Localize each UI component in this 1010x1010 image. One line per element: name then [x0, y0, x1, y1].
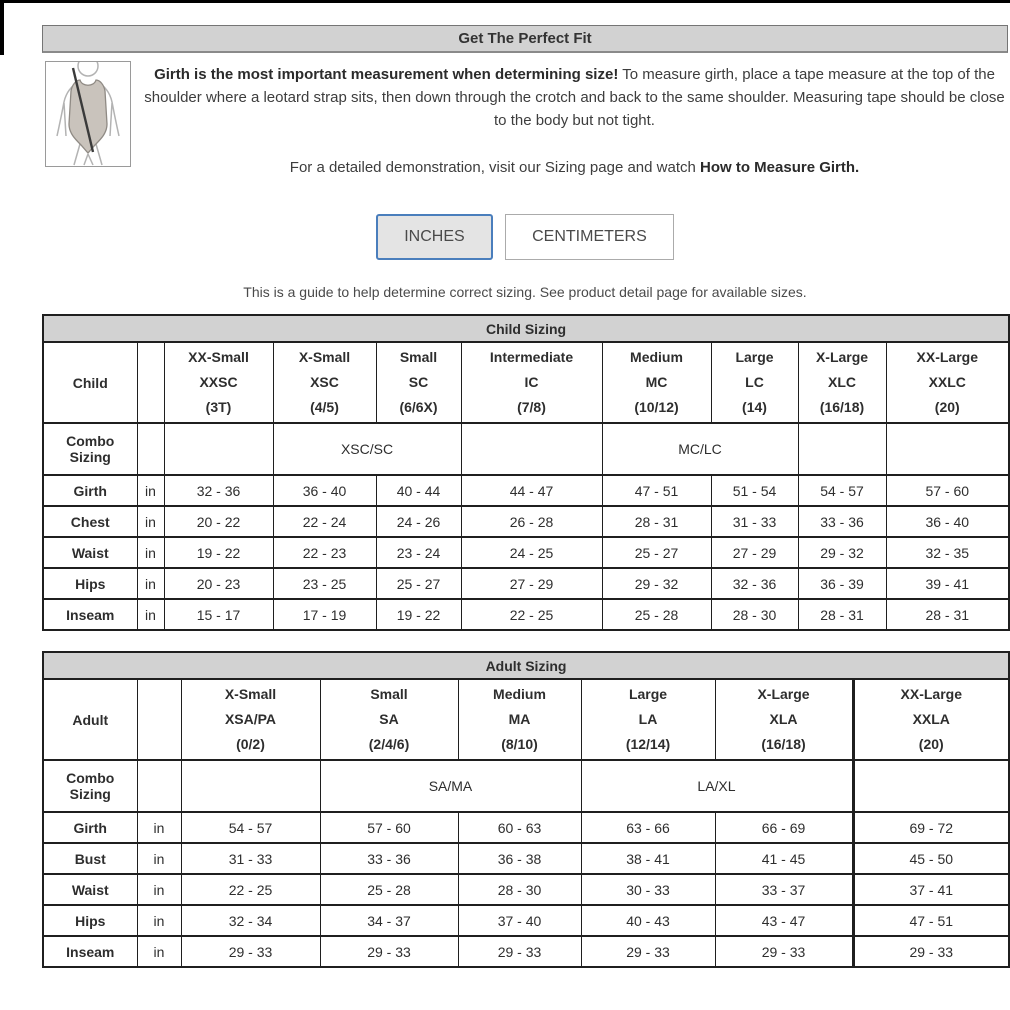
- combo-sizing-cell: [181, 760, 320, 812]
- combo-label-line: Combo: [66, 433, 115, 449]
- measurement-value-cell: 27 - 29: [461, 568, 602, 599]
- size-label-line: LC: [745, 374, 764, 390]
- combo-label-line: Sizing: [69, 449, 111, 465]
- combo-label-line: Sizing: [69, 786, 111, 802]
- size-label-line: (12/14): [625, 736, 671, 752]
- size-label-line: XXLA: [912, 711, 950, 727]
- unit-cell: in: [137, 537, 164, 568]
- measurement-value-cell: 36 - 39: [798, 568, 886, 599]
- size-label-line: SA: [379, 711, 399, 727]
- measurement-value-cell: 25 - 27: [602, 537, 711, 568]
- combo-sizing-cell: MC/LC: [602, 423, 798, 475]
- size-label-line: Small: [370, 686, 408, 702]
- measurement-value-cell: 29 - 33: [458, 936, 581, 967]
- measurement-value-cell: 25 - 27: [376, 568, 461, 599]
- intro-text-column: [131, 61, 1008, 176]
- measurement-value-cell: 24 - 25: [461, 537, 602, 568]
- measurement-row-label: Hips: [43, 905, 137, 936]
- measurement-value-cell: 25 - 28: [602, 599, 711, 630]
- sizing-guide-note: This is a guide to help determine correct sizing. See product detail page for available sizes.: [243, 284, 807, 300]
- measurement-value-cell: 44 - 47: [461, 475, 602, 506]
- size-label-line: XSC: [310, 374, 339, 390]
- measurement-value-cell: 29 - 32: [602, 568, 711, 599]
- measurement-value-cell: 28 - 31: [798, 599, 886, 630]
- measurement-row-label: Inseam: [43, 599, 137, 630]
- measurement-row-label: Bust: [43, 843, 137, 874]
- size-label-line: MC: [645, 374, 668, 390]
- combo-sizing-cell: LA/XL: [581, 760, 853, 812]
- measurement-value-cell: 15 - 17: [164, 599, 273, 630]
- unit-cell: in: [137, 475, 164, 506]
- measurement-row-label: Hips: [43, 568, 137, 599]
- measurement-value-cell: 31 - 33: [181, 843, 320, 874]
- measurement-value-cell: 40 - 44: [376, 475, 461, 506]
- unit-cell: in: [137, 506, 164, 537]
- measurement-value-cell: 40 - 43: [581, 905, 715, 936]
- measurement-value-cell: 57 - 60: [320, 812, 458, 843]
- column-header: [320, 679, 458, 760]
- measurement-value-cell: 20 - 23: [164, 568, 273, 599]
- column-header: [602, 342, 711, 423]
- measurement-value-cell: 24 - 26: [376, 506, 461, 537]
- centimeters-button[interactable]: CENTIMETERS: [505, 214, 674, 260]
- size-label-line: Large: [628, 686, 668, 702]
- measurement-value-cell: 32 - 35: [886, 537, 1009, 568]
- unit-toggle-group: [42, 214, 1008, 260]
- unit-column-header: [137, 342, 164, 423]
- column-header: [181, 679, 320, 760]
- girth-intro-rest: To measure girth, place a tape measure at the top of the shoulder where a leotard strap sits, then down through the crotch and back to the same shoulder. Measuring tape should be close to the body but not tight.: [144, 66, 1005, 129]
- size-label-line: (2/4/6): [368, 736, 410, 752]
- measurement-value-cell: 36 - 40: [886, 506, 1009, 537]
- measurement-value-cell: 25 - 28: [320, 874, 458, 905]
- demo-line: [141, 159, 1008, 176]
- column-header: [798, 342, 886, 423]
- size-label-line: (0/2): [236, 736, 265, 752]
- measurement-value-cell: 28 - 30: [458, 874, 581, 905]
- size-label-line: SC: [408, 374, 429, 390]
- combo-sizing-cell: XSC/SC: [273, 423, 461, 475]
- size-label-line: Large: [735, 349, 774, 365]
- size-label-line: LA: [638, 711, 658, 727]
- size-label-line: IC: [524, 374, 539, 390]
- size-label-line: (14): [742, 399, 767, 415]
- measurement-row-label: Chest: [43, 506, 137, 537]
- measurement-row-label: Girth: [43, 812, 137, 843]
- measurement-value-cell: 19 - 22: [164, 537, 273, 568]
- unit-column-header: [137, 679, 181, 760]
- size-label-line: XLA: [769, 711, 798, 727]
- measurement-value-cell: 37 - 40: [458, 905, 581, 936]
- measurement-value-cell: 30 - 33: [581, 874, 715, 905]
- table-row-header: Adult: [43, 679, 137, 760]
- measurement-value-cell: 26 - 28: [461, 506, 602, 537]
- column-header: [273, 342, 376, 423]
- measurement-value-cell: 29 - 33: [181, 936, 320, 967]
- measurement-value-cell: 32 - 36: [711, 568, 798, 599]
- measurement-value-cell: 47 - 51: [853, 905, 1009, 936]
- unit-cell-empty: [137, 760, 181, 812]
- measurement-value-cell: 36 - 40: [273, 475, 376, 506]
- size-label-line: X-Large: [815, 349, 869, 365]
- screen-edge-artifact-left: [0, 0, 4, 55]
- table-banner: Adult Sizing: [43, 652, 1009, 679]
- measurement-value-cell: 45 - 50: [853, 843, 1009, 874]
- measurement-value-cell: 19 - 22: [376, 599, 461, 630]
- measurement-value-cell: 22 - 25: [181, 874, 320, 905]
- measurement-value-cell: 29 - 33: [853, 936, 1009, 967]
- unit-cell: in: [137, 874, 181, 905]
- column-header: [164, 342, 273, 423]
- column-header: [458, 679, 581, 760]
- unit-cell: in: [137, 936, 181, 967]
- column-header: [376, 342, 461, 423]
- measurement-value-cell: 54 - 57: [798, 475, 886, 506]
- child-sizing-table: [42, 314, 1010, 631]
- column-header: [581, 679, 715, 760]
- combo-sizing-row-header: [43, 760, 137, 812]
- column-header: [461, 342, 602, 423]
- measurement-value-cell: 29 - 33: [320, 936, 458, 967]
- measurement-value-cell: 22 - 23: [273, 537, 376, 568]
- measurement-value-cell: 32 - 36: [164, 475, 273, 506]
- measurement-row-label: Waist: [43, 874, 137, 905]
- size-label-line: (16/18): [761, 736, 806, 752]
- measurement-value-cell: 34 - 37: [320, 905, 458, 936]
- unit-cell: in: [137, 843, 181, 874]
- measurement-value-cell: 57 - 60: [886, 475, 1009, 506]
- measurement-value-cell: 37 - 41: [853, 874, 1009, 905]
- size-label-line: (4/5): [310, 399, 339, 415]
- measurement-value-cell: 36 - 38: [458, 843, 581, 874]
- unit-cell: in: [137, 568, 164, 599]
- size-label-line: (3T): [205, 399, 232, 415]
- demo-video-title: How to Measure Girth.: [700, 159, 860, 176]
- size-label-line: XX-Large: [916, 349, 978, 365]
- unit-cell: in: [137, 905, 181, 936]
- measurement-value-cell: 33 - 36: [798, 506, 886, 537]
- page-title: Get The Perfect Fit: [42, 25, 1008, 53]
- size-label-line: X-Small: [298, 349, 351, 365]
- measurement-value-cell: 23 - 24: [376, 537, 461, 568]
- measurement-value-cell: 38 - 41: [581, 843, 715, 874]
- measurement-value-cell: 22 - 25: [461, 599, 602, 630]
- measurement-value-cell: 29 - 33: [581, 936, 715, 967]
- size-label-line: Intermediate: [489, 349, 574, 365]
- combo-sizing-cell: [461, 423, 602, 475]
- measurement-value-cell: 22 - 24: [273, 506, 376, 537]
- measurement-value-cell: 29 - 33: [715, 936, 853, 967]
- size-label-line: XXLC: [928, 374, 966, 390]
- size-label-line: Medium: [630, 349, 683, 365]
- combo-sizing-cell: [798, 423, 886, 475]
- size-label-line: XX-Small: [188, 349, 249, 365]
- measurement-value-cell: 47 - 51: [602, 475, 711, 506]
- measurement-row-label: Girth: [43, 475, 137, 506]
- column-header: [711, 342, 798, 423]
- size-label-line: (6/6X): [399, 399, 438, 415]
- measurement-value-cell: 33 - 37: [715, 874, 853, 905]
- measurement-value-cell: 23 - 25: [273, 568, 376, 599]
- measurement-value-cell: 66 - 69: [715, 812, 853, 843]
- measurement-value-cell: 33 - 36: [320, 843, 458, 874]
- size-label-line: Small: [399, 349, 438, 365]
- girth-intro-paragraph: [141, 63, 1008, 132]
- adult-sizing-table: [42, 651, 1010, 968]
- measurement-value-cell: 17 - 19: [273, 599, 376, 630]
- column-header: [715, 679, 853, 760]
- size-label-line: X-Small: [224, 686, 277, 702]
- size-label-line: (16/18): [819, 399, 865, 415]
- unit-cell: in: [137, 812, 181, 843]
- unit-cell: in: [137, 599, 164, 630]
- combo-sizing-cell: [164, 423, 273, 475]
- size-label-line: (10/12): [634, 399, 679, 415]
- measurement-value-cell: 69 - 72: [853, 812, 1009, 843]
- combo-sizing-row-header: [43, 423, 137, 475]
- measurement-row-label: Inseam: [43, 936, 137, 967]
- column-header: [886, 342, 1009, 423]
- combo-sizing-cell: [886, 423, 1009, 475]
- measurement-value-cell: 39 - 41: [886, 568, 1009, 599]
- measurement-value-cell: 20 - 22: [164, 506, 273, 537]
- measurement-value-cell: 27 - 29: [711, 537, 798, 568]
- size-guide-page: [42, 25, 1008, 968]
- girth-intro-bold: Girth is the most important measurement when determining size!: [154, 66, 619, 83]
- table-banner: Child Sizing: [43, 315, 1009, 342]
- demo-prefix: For a detailed demonstration, visit our Sizing page and watch: [289, 159, 701, 176]
- intro-section: [42, 61, 1008, 176]
- measurement-value-cell: 29 - 32: [798, 537, 886, 568]
- inches-button[interactable]: INCHES: [376, 214, 492, 260]
- measurement-value-cell: 28 - 31: [602, 506, 711, 537]
- measurement-value-cell: 41 - 45: [715, 843, 853, 874]
- measurement-value-cell: 31 - 33: [711, 506, 798, 537]
- leotard-measurement-icon: [45, 61, 131, 167]
- size-label-line: X-Large: [757, 686, 810, 702]
- measurement-value-cell: 63 - 66: [581, 812, 715, 843]
- combo-label-line: Combo: [66, 770, 115, 786]
- size-label-line: XLC: [828, 374, 856, 390]
- size-label-line: Medium: [493, 686, 546, 702]
- measurement-value-cell: 54 - 57: [181, 812, 320, 843]
- size-label-line: (20): [934, 399, 960, 415]
- measurement-row-label: Waist: [43, 537, 137, 568]
- size-label-line: MA: [508, 711, 531, 727]
- combo-sizing-cell: SA/MA: [320, 760, 581, 812]
- combo-sizing-cell: [853, 760, 1009, 812]
- size-label-line: (20): [918, 736, 944, 752]
- measurement-value-cell: 51 - 54: [711, 475, 798, 506]
- measurement-value-cell: 43 - 47: [715, 905, 853, 936]
- size-label-line: (8/10): [501, 736, 538, 752]
- measurement-value-cell: 32 - 34: [181, 905, 320, 936]
- size-label-line: (7/8): [517, 399, 546, 415]
- screen-edge-artifact-top: [0, 0, 1010, 3]
- measurement-value-cell: 28 - 30: [711, 599, 798, 630]
- column-header: [853, 679, 1009, 760]
- size-label-line: XXSC: [199, 374, 238, 390]
- size-label-line: XX-Large: [900, 686, 962, 702]
- size-label-line: XSA/PA: [224, 711, 277, 727]
- unit-cell-empty: [137, 423, 164, 475]
- table-row-header: Child: [43, 342, 137, 423]
- measurement-value-cell: 28 - 31: [886, 599, 1009, 630]
- measurement-value-cell: 60 - 63: [458, 812, 581, 843]
